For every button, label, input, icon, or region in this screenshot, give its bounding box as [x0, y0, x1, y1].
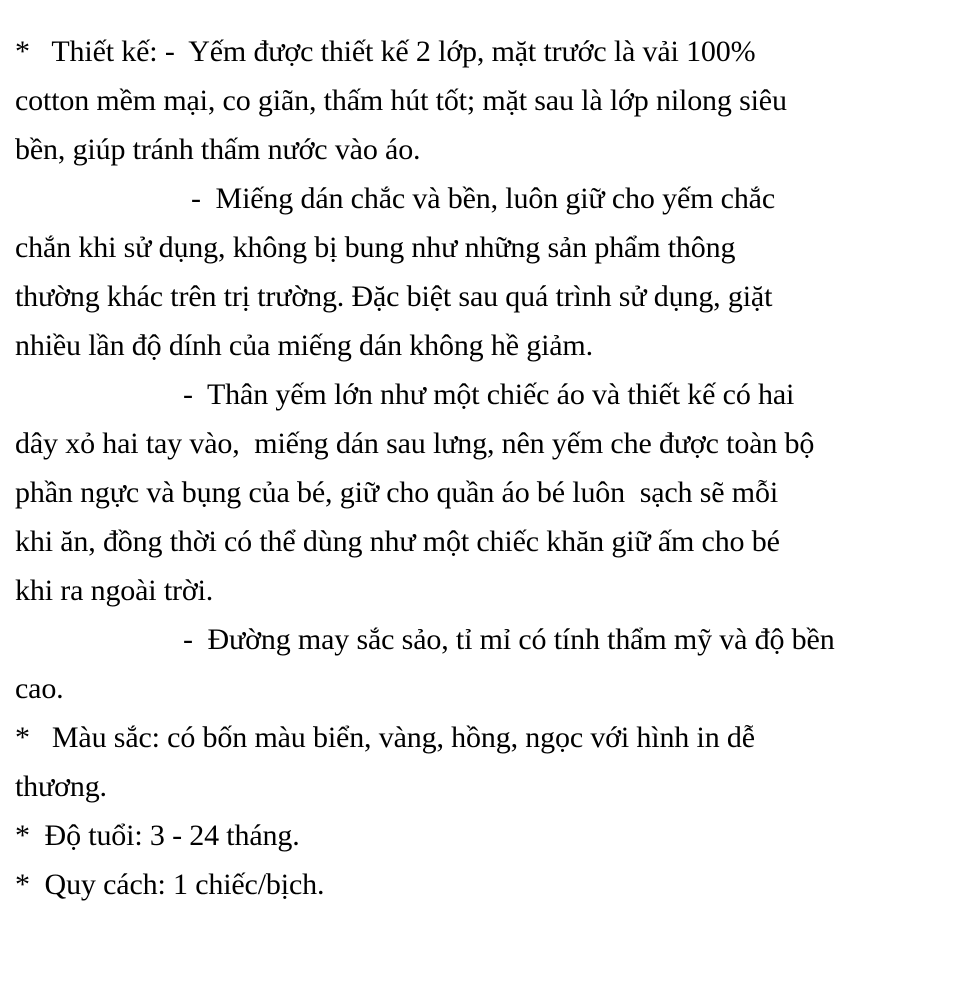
adhesive-item-line-2: chắn khi sử dụng, không bị bung như những sản phẩm thông [15, 231, 736, 264]
product-description [15, 27, 945, 909]
body-item-line-5: khi ra ngoài trời. [15, 574, 214, 607]
colors-item-line-2: thương. [15, 770, 107, 803]
body-item-line-1: - Thân yếm lớn như một chiếc áo và thiết kế có hai [183, 378, 795, 411]
adhesive-item-line-4: nhiều lần độ dính của miếng dán không hề giảm. [15, 329, 593, 362]
packaging-item-line: * Quy cách: 1 chiếc/bịch. [15, 868, 325, 901]
age-item-line: * Độ tuổi: 3 - 24 tháng. [15, 819, 300, 852]
seam-item-line-1: - Đường may sắc sảo, tỉ mỉ có tính thẩm mỹ và độ bền [183, 623, 835, 656]
design-item-line-2: cotton mềm mại, co giãn, thấm hút tốt; mặt sau là lớp nilong siêu [15, 84, 787, 117]
adhesive-item-line-1: - Miếng dán chắc và bền, luôn giữ cho yếm chắc [191, 182, 776, 215]
seam-item-line-2: cao. [15, 672, 64, 705]
body-item-line-4: khi ăn, đồng thời có thể dùng như một chiếc khăn giữ ấm cho bé [15, 525, 780, 558]
design-item-line-1: * Thiết kế: - Yếm được thiết kế 2 lớp, mặt trước là vải 100% [15, 35, 756, 68]
colors-item-line-1: * Màu sắc: có bốn màu biển, vàng, hồng, ngọc với hình in dễ [15, 721, 755, 754]
design-item-line-3: bền, giúp tránh thấm nước vào áo. [15, 133, 421, 166]
body-item-line-3: phần ngực và bụng của bé, giữ cho quần áo bé luôn sạch sẽ mỗi [15, 476, 779, 509]
body-item-line-2: dây xỏ hai tay vào, miếng dán sau lưng, nên yếm che được toàn bộ [15, 427, 815, 460]
adhesive-item-line-3: thường khác trên trị trường. Đặc biệt sau quá trình sử dụng, giặt [15, 280, 773, 313]
